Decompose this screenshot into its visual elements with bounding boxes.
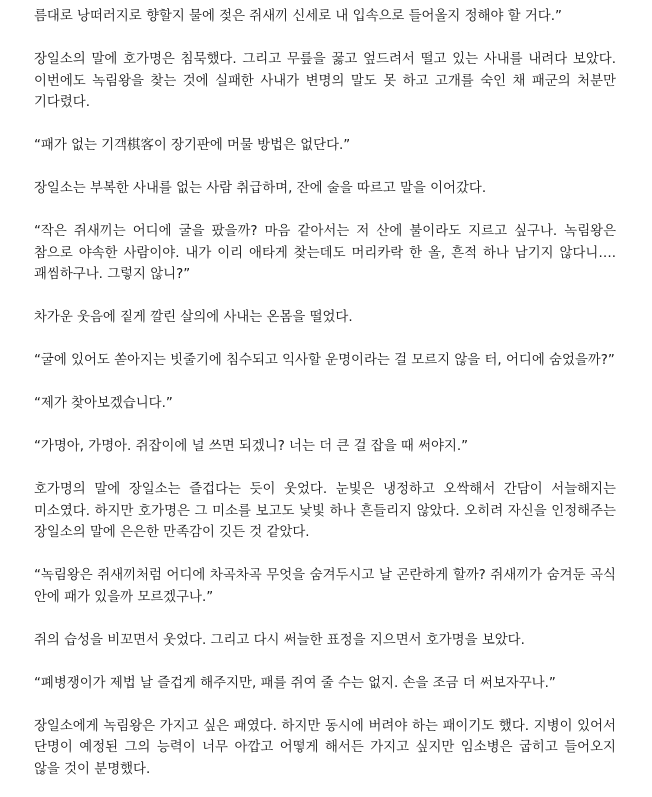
paragraph-3: “패가 없는 기객棋客이 장기판에 머물 방법은 없단다.”	[34, 138, 351, 153]
paragraph-12: 쥐의 습성을 비꼬면서 웃었다. 그리고 다시 써늘한 표정을 지으면서 호가명을 보았다.	[34, 632, 525, 648]
paragraph-14: 장일소에게 녹림왕은 가지고 싶은 패였다. 하지만 동시에 버려야 하는 패이기도 했다. 지병이 있어서 단명이 예정된 그의 능력이 너무 아깝고 어떻게 해서든 가지고 싶지만 임소병은 굽히고 들어오지 않을 것이 분명했다.	[34, 718, 616, 777]
paragraph-4: 장일소는 부복한 사내를 없는 사람 취급하며, 잔에 술을 따르고 말을 이어갔다.	[34, 181, 487, 196]
paragraph-2: 장일소의 말에 호가명은 침묵했다. 그리고 무릎을 꿇고 엎드려서 떨고 있는 사내를 내려다 보았다. 이번에도 녹림왕을 찾는 것에 실패한 사내가 변명의 말도 못 하고 고개를 숙인 채 패군의 처분만 기다렸다.	[34, 52, 616, 110]
paragraph-1: 름대로 낭떠러지로 향할지 물에 젖은 쥐새끼 신세로 내 입속으로 들어올지 정해야 할 거다.”	[34, 9, 562, 24]
paragraph-11: “녹림왕은 쥐새끼처럼 어디에 차곡차곡 무엇을 숨겨두시고 날 곤란하게 할까? 쥐새끼가 숨겨둔 곡식 안에 패가 있을까 모르겠구나.”	[34, 568, 616, 605]
paragraph-7: “굴에 있어도 쏟아지는 빗줄기에 침수되고 익사할 운명이라는 걸 모르지 않을 터, 어디에 숨었을까?”	[34, 353, 615, 368]
paragraph-10: 호가명의 말에 장일소는 즐겁다는 듯이 웃었다. 눈빛은 냉정하고 오싹해서 간담이 서늘해지는 미소였다. 하지만 호가명은 그 미소를 보고도 낯빛 하나 흔들리지 않았다. 오히려 자신을 인정해주는 장일소의 말에 은은한 만족감이 깃든 것 같았다.	[34, 482, 616, 540]
paragraph-13: “폐병쟁이가 제법 날 즐겁게 해주지만, 패를 쥐여 줄 수는 없지. 손을 조금 더 써보자꾸나.”	[34, 675, 556, 691]
paragraph-9: “가명아, 가명아. 쥐잡이에 널 쓰면 되겠니? 너는 더 큰 걸 잡을 때 써야지.”	[34, 439, 469, 454]
paragraph-6: 차가운 웃음에 짙게 깔린 살의에 사내는 온몸을 떨었다.	[34, 310, 353, 325]
paragraph-5: “작은 쥐새끼는 어디에 굴을 팠을까? 마음 같아서는 저 산에 불이라도 지르고 싶구나. 녹림왕은 참으로 야속한 사람이야. 내가 이리 애타게 찾는데도 머리카락 한 올, 흔적 하나 남기지 않다니…. 괘씸하구나. 그렇지 않니?”	[34, 224, 616, 282]
paragraph-8: “제가 찾아보겠습니다.”	[34, 396, 173, 411]
